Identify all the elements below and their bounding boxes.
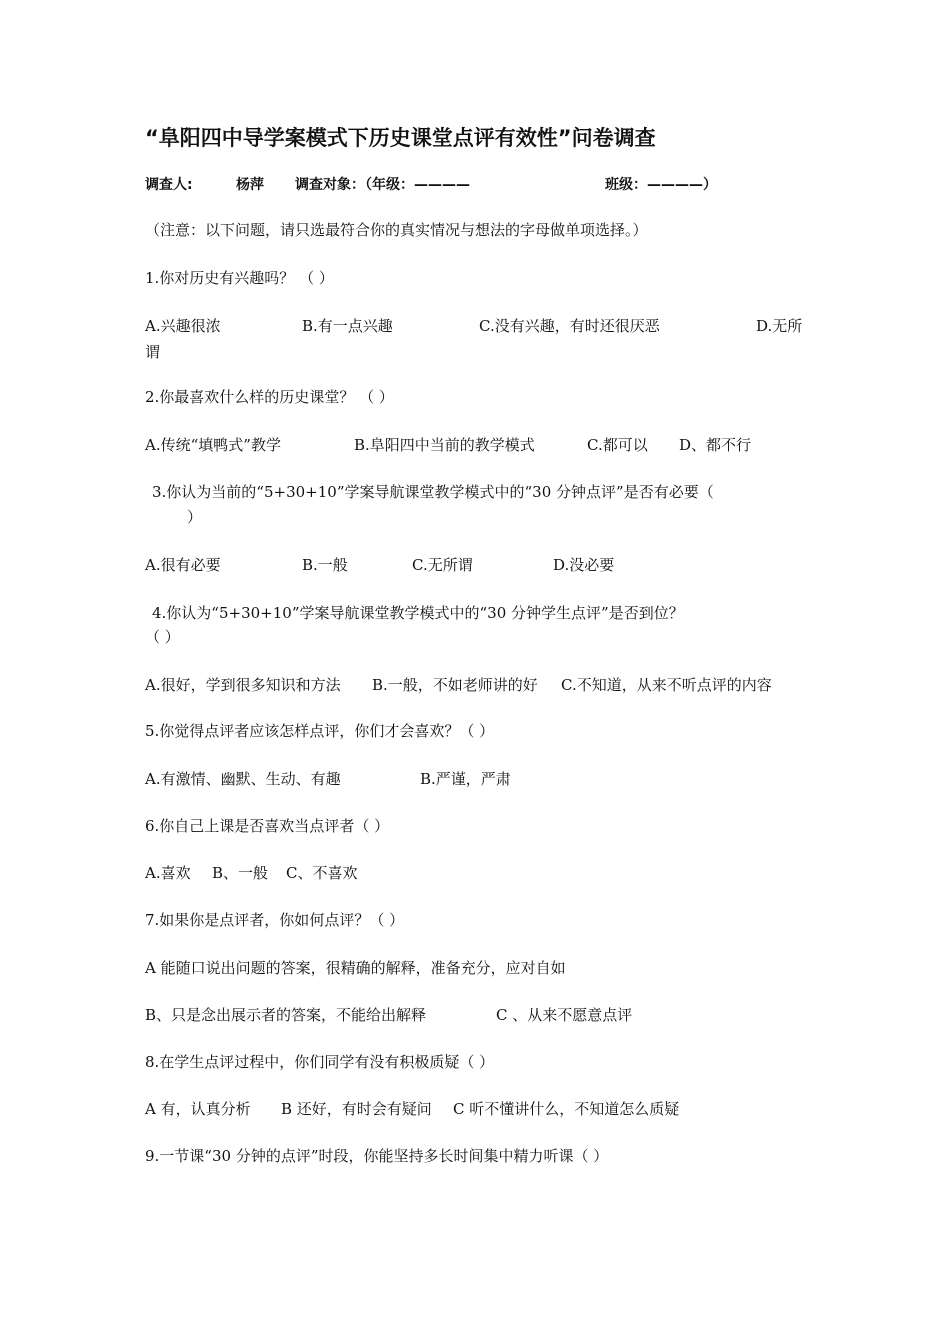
q2-option-b: B.阜阳四中当前的教学模式 bbox=[354, 436, 535, 454]
question-2: 2.你最喜欢什么样的历史课堂？ （ ） bbox=[145, 388, 394, 406]
q5-option-b: B.严谨，严肃 bbox=[420, 770, 511, 788]
question-3-cont: ） bbox=[187, 508, 203, 526]
q7-option-a: A 能随口说出问题的答案，很精确的解释，准备充分，应对自如 bbox=[145, 959, 566, 977]
q2-option-c: C.都可以 bbox=[587, 436, 648, 454]
question-9: 9.一节课“30 分钟的点评”时段，你能坚持多长时间集中精力听课（ ） bbox=[145, 1147, 609, 1165]
question-8: 8.在学生点评过程中，你们同学有没有积极质疑（ ） bbox=[145, 1053, 495, 1071]
q4-option-a: A.很好，学到很多知识和方法 bbox=[145, 676, 341, 694]
survey-class: 班级：————） bbox=[605, 177, 717, 193]
q4-option-c: C.不知道，从来不听点评的内容 bbox=[561, 676, 772, 694]
q7-option-c: C 、从来不愿意点评 bbox=[496, 1006, 633, 1024]
surveyor-label: 调查人: bbox=[145, 177, 193, 193]
q3-option-d: D.没必要 bbox=[553, 556, 615, 574]
q2-option-a: A.传统“填鸭式”教学 bbox=[145, 436, 281, 454]
q3-option-c: C.无所谓 bbox=[412, 556, 473, 574]
instruction-note: （注意：以下问题，请只选最符合你的真实情况与想法的字母做单项选择。） bbox=[145, 221, 648, 239]
question-3: 3.你认为当前的“5+30+10”学案导航课堂教学模式中的“30 分钟点评”是否有必要（ bbox=[152, 483, 714, 501]
q8-option-b: B 还好，有时会有疑问 bbox=[281, 1100, 432, 1118]
q6-option-c: C、不喜欢 bbox=[286, 864, 358, 882]
q1-option-c: C.没有兴趣，有时还很厌恶 bbox=[479, 317, 660, 335]
q7-option-b: B、只是念出展示者的答案，不能给出解释 bbox=[145, 1006, 427, 1024]
question-5: 5.你觉得点评者应该怎样点评，你们才会喜欢？（ ） bbox=[145, 722, 495, 740]
question-6: 6.你自己上课是否喜欢当点评者（ ） bbox=[145, 817, 390, 835]
q1-option-d: D.无所 bbox=[756, 317, 803, 335]
q5-option-a: A.有激情、幽默、生动、有趣 bbox=[145, 770, 341, 788]
q6-option-a: A.喜欢 bbox=[145, 864, 191, 882]
q3-option-a: A.很有必要 bbox=[145, 556, 221, 574]
q8-option-a: A 有，认真分析 bbox=[145, 1100, 251, 1118]
q3-option-b: B.一般 bbox=[302, 556, 348, 574]
question-4: 4.你认为“5+30+10”学案导航课堂教学模式中的“30 分钟学生点评”是否到位？ bbox=[152, 604, 684, 622]
question-4-cont: （ ） bbox=[145, 628, 180, 646]
q2-option-d: D、都不行 bbox=[679, 436, 752, 454]
q4-option-b: B.一般，不如老师讲的好 bbox=[372, 676, 538, 694]
surveyor-name: 杨萍 bbox=[236, 177, 264, 193]
survey-target: 调查对象：（年级：———— bbox=[295, 177, 470, 193]
question-7: 7.如果你是点评者，你如何点评？（ ） bbox=[145, 911, 405, 929]
q6-option-b: B、一般 bbox=[212, 864, 269, 882]
question-1: 1.你对历史有兴趣吗？ （ ） bbox=[145, 269, 334, 287]
q8-option-c: C 听不懂讲什么，不知道怎么质疑 bbox=[453, 1100, 680, 1118]
q1-option-d-wrap: 谓 bbox=[145, 343, 161, 361]
q1-option-a: A.兴趣很浓 bbox=[145, 317, 221, 335]
q1-option-b: B.有一点兴趣 bbox=[302, 317, 393, 335]
document-title: “阜阳四中导学案模式下历史课堂点评有效性”问卷调查 bbox=[145, 126, 656, 150]
